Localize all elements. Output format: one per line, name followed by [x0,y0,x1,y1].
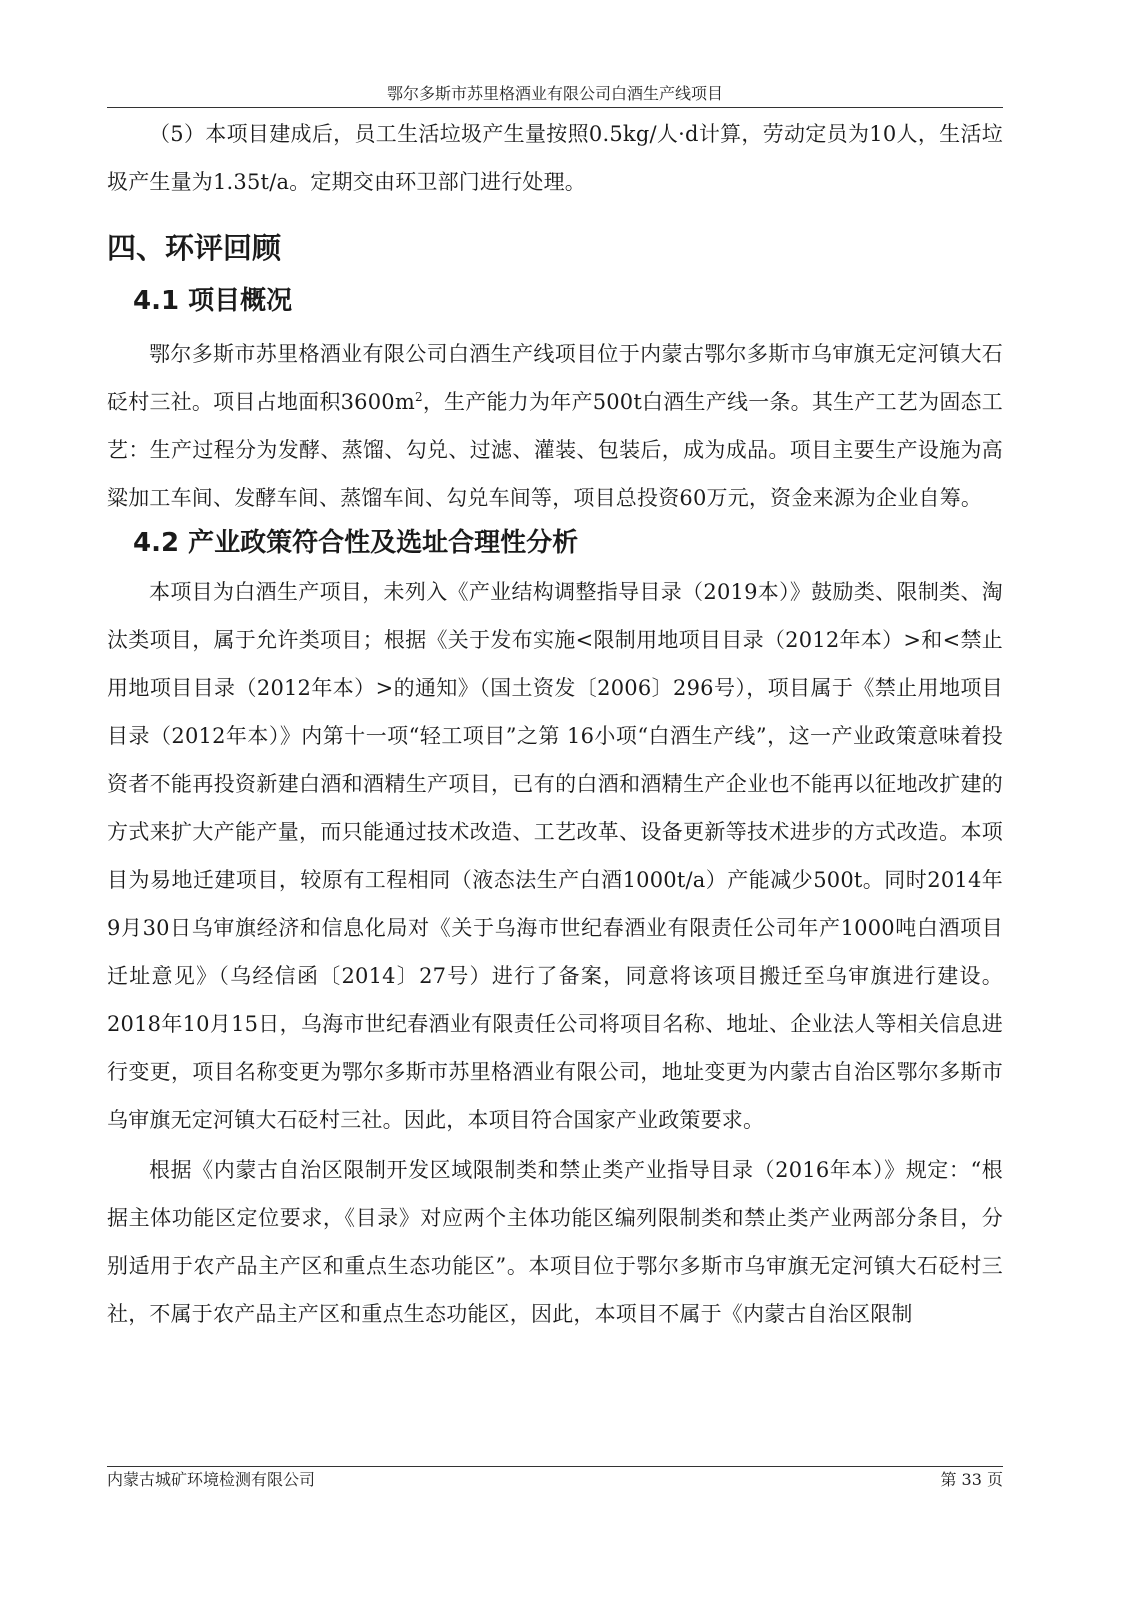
policy-paragraph: 本项目为白酒生产项目，未列入《产业结构调整指导目录（2019本）》鼓励类、限制类、淘汰类项目，属于允许类项目；根据《关于发布实施<限制用地项目目录（2012年本）>和<禁止用地项目目录（2012年本）>的通知》（国土资发〔2006〕296号），项目属于《禁止用地项目目录（2012年本）》内第十一项“轻工项目”之第 16小项“白酒生产线”，这一产业政策意味着投资者不能再投资新建白酒和酒精生产项目，已有的白酒和酒精生产企业也不能再以征地改扩建的方式来扩大产能产量，而只能通过技术改造、工艺改革、设备更新等技术进步的方式改造。本项目为易地迁建项目，较原有工程相同（液态法生产白酒1000t/a）产能减少500t。同时2014年9月30日乌审旗经济和信息化局对《关于乌海市世纪春酒业有限责任公司年产1000吨白酒项目迁址意见》（乌经信函〔2014〕27号）进行了备案，同意将该项目搬迁至乌审旗进行建设。2018年10月15日，乌海市世纪春酒业有限责任公司将项目名称、地址、企业法人等相关信息进行变更，项目名称变更为鄂尔多斯市苏里格酒业有限公司，地址变更为内蒙古自治区鄂尔多斯市乌审旗无定河镇大石砭村三社。因此，本项目符合国家产业政策要求。 [107,580,1003,1132]
footer-divider [107,1466,1003,1467]
page-header-title: 鄂尔多斯市苏里格酒业有限公司白酒生产线项目 [386,84,723,103]
header-divider [107,107,1003,108]
overview-superscript: 2 [414,390,423,404]
zoning-paragraph: 根据《内蒙古自治区限制开发区域限制类和禁止类产业指导目录（2016年本）》规定：“根据主体功能区定位要求，《目录》对应两个主体功能区编列限制类和禁止类产业两部分条目，分别适用于农产品主产区和重点生态功能区”。本项目位于鄂尔多斯市乌审旗无定河镇大石砭村三社，不属于农产品主产区和重点生态功能区，因此，本项目不属于《内蒙古自治区限制 [107,1158,1003,1326]
overview-text-a: 鄂尔多斯市苏里格酒业有限公司白酒生产线项目位于内蒙古鄂尔多斯市乌审旗无定河镇大石砭村三社。项目占地面积3600m [107,342,1003,414]
subsection-heading-overview: 4.1 项目概况 [133,286,293,316]
section-heading: 四、环评回顾 [107,231,282,265]
page-content [107,110,1003,1338]
footer-company: 内蒙古城矿环境检测有限公司 [107,1470,316,1489]
footer-page-number: 第 33 页 [940,1470,1003,1489]
waste-paragraph: （5）本项目建成后，员工生活垃圾产生量按照0.5kg/人·d计算，劳动定员为10人，生活垃圾产生量为1.35t/a。定期交由环卫部门进行处理。 [107,122,1003,194]
subsection-heading-policy: 4.2 产业政策符合性及选址合理性分析 [133,528,579,558]
overview-text-b: ，生产能力为年产500t白酒生产线一条。其生产工艺为固态工艺：生产过程分为发酵、蒸馏、勾兑、过滤、灌装、包装后，成为成品。项目主要生产设施为高粱加工车间、发酵车间、蒸馏车间、勾兑车间等，项目总投资60万元，资金来源为企业自筹。 [107,390,1003,510]
overview-paragraph [107,330,1003,522]
